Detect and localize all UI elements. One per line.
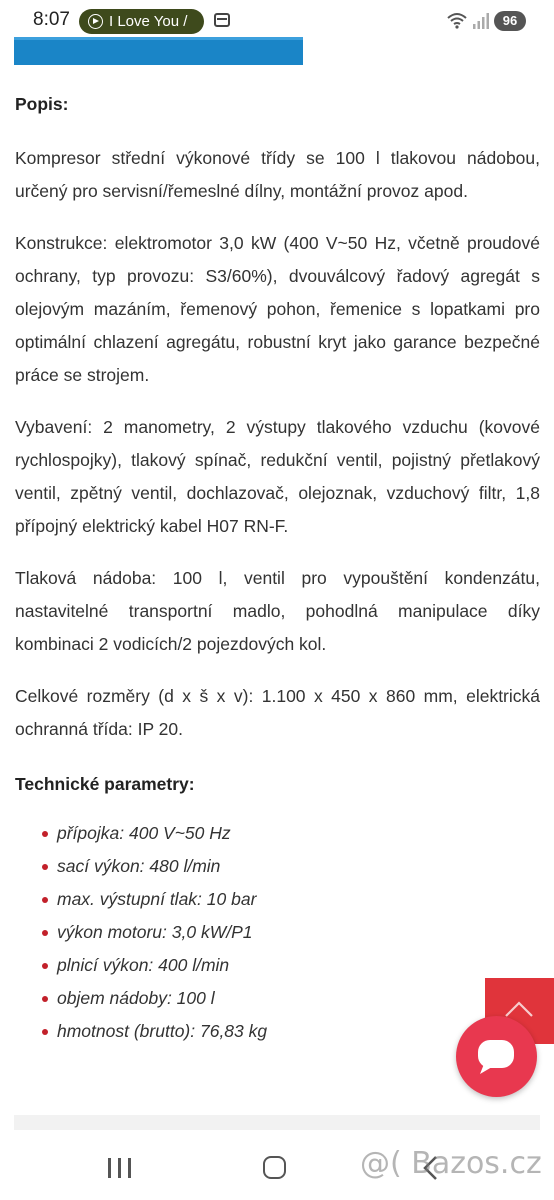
notification-icon [214, 13, 230, 27]
chat-button[interactable] [456, 1016, 537, 1097]
list-item: výkon motoru: 3,0 kW/P1 [57, 916, 540, 949]
chat-bubble-icon [476, 1038, 516, 1076]
product-description [15, 88, 540, 1048]
status-bar [0, 0, 554, 40]
description-paragraph: Kompresor střední výkonové třídy se 100 l tlakovou nádobou, určený pro servisní/řemeslné dílny, montážní provoz apod. [15, 148, 540, 201]
product-image-banner [14, 37, 303, 65]
watermark: @( Bazos.cz [360, 1146, 542, 1181]
description-paragraph: Konstrukce: elektromotor 3,0 kW (400 V~50 Hz, včetně proudové ochrany, typ provozu: S3/60%), dvouválcový řadový agregát s olejovým mazáním, řemenový pohon, řemenice s lopatkami pro optimální chlazení agregátu, robustní kryt jako garance bezpečné práce se strojem. [15, 233, 540, 385]
description-paragraph: Celkové rozměry (d x š x v): 1.100 x 450 x 860 mm, elektrická ochranná třída: IP 20. [15, 686, 540, 739]
recents-button[interactable] [108, 1158, 132, 1178]
media-notification-pill[interactable] [79, 9, 204, 34]
list-item: objem nádoby: 100 l [57, 982, 540, 1015]
navigation-bar [0, 1130, 554, 1200]
battery-icon: 96 [494, 11, 526, 31]
list-item: max. výstupní tlak: 10 bar [57, 883, 540, 916]
list-item: přípojka: 400 V~50 Hz [57, 817, 540, 850]
list-item: plnicí výkon: 400 l/min [57, 949, 540, 982]
list-item: sací výkon: 480 l/min [57, 850, 540, 883]
play-icon [88, 14, 103, 29]
wifi-icon [447, 11, 467, 29]
description-heading: Popis: [15, 94, 69, 114]
tech-params-list [15, 817, 540, 1048]
description-paragraph: Tlaková nádoba: 100 l, ventil pro vypouštění kondenzátu, nastavitelné transportní madlo, pohodlná manipulace díky kombinaci 2 vodicích/2 pojezdových kol. [15, 568, 540, 654]
signal-icon [472, 13, 490, 29]
description-paragraph: Vybavení: 2 manometry, 2 výstupy tlakového vzduchu (kovové rychlospojky), tlakový spínač, redukční ventil, pojistný přetlakový ventil, zpětný ventil, dochlazovač, olejoznak, vzduchový filtr, 1,8 přípojný elektrický kabel H07 RN-F. [15, 417, 540, 536]
media-title: I Love You / [109, 13, 188, 30]
chevron-up-icon [504, 1000, 534, 1018]
home-button[interactable] [263, 1156, 286, 1179]
list-item: hmotnost (brutto): 76,83 kg [57, 1015, 540, 1048]
clock: 8:07 [33, 9, 70, 30]
tech-params-heading: Technické parametry: [15, 774, 195, 794]
